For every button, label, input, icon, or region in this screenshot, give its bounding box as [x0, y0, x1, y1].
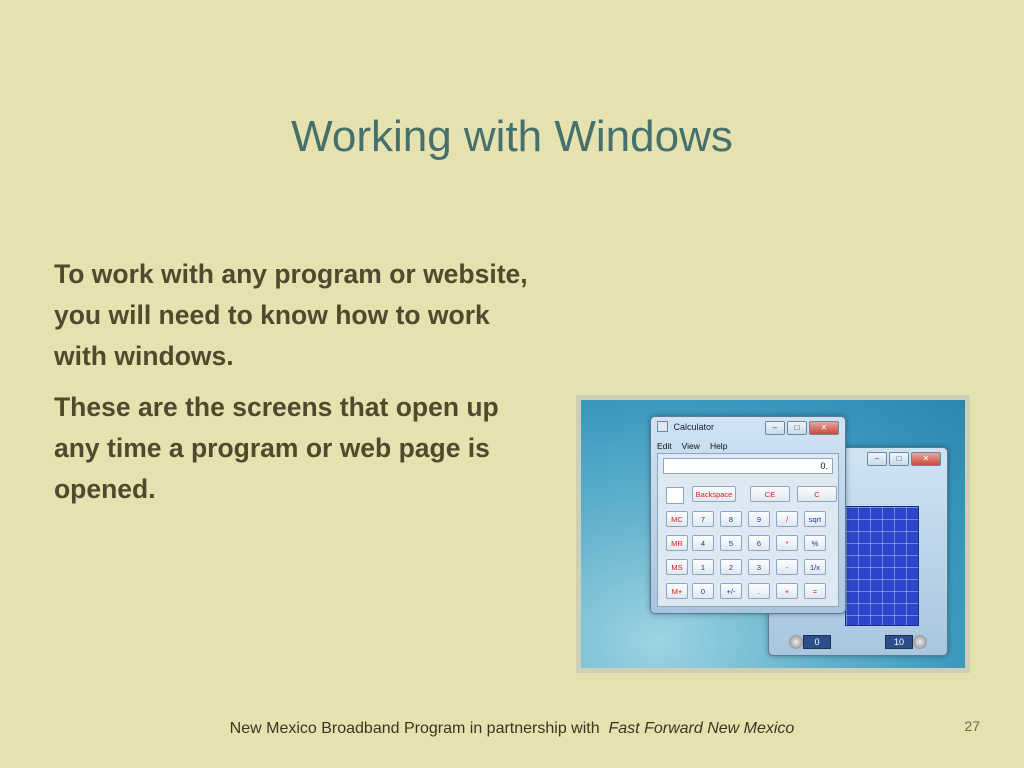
mines-counter: 0	[803, 635, 831, 649]
key-0: 0	[692, 583, 714, 599]
memory-indicator	[666, 487, 684, 504]
time-counter: 10	[885, 635, 913, 649]
key-c: C	[797, 486, 837, 502]
key-1dividex: 1/x	[804, 559, 826, 575]
close-icon: ✕	[809, 421, 839, 435]
mine-icon	[913, 635, 927, 649]
key-multiply: *	[776, 535, 798, 551]
calculator-window	[650, 416, 846, 614]
calculator-titlebar	[657, 421, 839, 437]
key-mplus: M+	[666, 583, 688, 599]
footer-text: New Mexico Broadband Program in partnership with	[229, 720, 600, 737]
key-mc: MC	[666, 511, 688, 527]
key-5: 5	[720, 535, 742, 551]
footer-partner: Fast Forward New Mexico	[608, 720, 795, 737]
minesweeper-window-controls	[867, 452, 941, 466]
minimize-icon: –	[765, 421, 785, 435]
calculator-panel	[657, 453, 839, 607]
calculator-menu-bar	[657, 441, 727, 451]
key-9: 9	[748, 511, 770, 527]
key-plusdivideminus: +/-	[720, 583, 742, 599]
menu-edit: Edit	[657, 441, 672, 451]
calculator-window-controls	[765, 421, 839, 435]
key-4: 4	[692, 535, 714, 551]
key-decimal: .	[748, 583, 770, 599]
key-6: 6	[748, 535, 770, 551]
minefield-grid	[845, 506, 919, 626]
key-2: 2	[720, 559, 742, 575]
slide-title: Working with Windows	[291, 112, 733, 161]
slide-body	[54, 254, 534, 520]
calculator-title: Calculator	[673, 421, 715, 432]
windows-screenshot	[576, 395, 970, 673]
footer	[0, 720, 1024, 738]
key-7: 7	[692, 511, 714, 527]
calculator-display: 0.	[663, 458, 833, 474]
minimize-icon: –	[867, 452, 887, 466]
key-8: 8	[720, 511, 742, 527]
key-ms: MS	[666, 559, 688, 575]
desktop-background	[581, 400, 965, 668]
body-paragraph-1: To work with any program or website, you will need to know how to work with windows.	[54, 259, 528, 371]
close-icon: ✕	[911, 452, 941, 466]
key-divide: /	[776, 511, 798, 527]
page-number: 27	[964, 718, 980, 734]
maximize-icon: □	[787, 421, 807, 435]
key-mr: MR	[666, 535, 688, 551]
key-1: 1	[692, 559, 714, 575]
key-backspace: Backspace	[692, 486, 736, 502]
key-plus: +	[776, 583, 798, 599]
menu-view: View	[681, 441, 700, 451]
key-percent: %	[804, 535, 826, 551]
clock-icon	[789, 635, 803, 649]
key-sqrt: sqrt	[804, 511, 826, 527]
key-equals: =	[804, 583, 826, 599]
key-ce: CE	[750, 486, 790, 502]
body-paragraph-2: These are the screens that open up any time a program or web page is opened.	[54, 392, 499, 504]
minesweeper-status-bar	[789, 635, 927, 649]
maximize-icon: □	[889, 452, 909, 466]
key-3: 3	[748, 559, 770, 575]
key-minus: -	[776, 559, 798, 575]
calculator-app-icon	[657, 421, 668, 432]
menu-help: Help	[709, 441, 728, 451]
